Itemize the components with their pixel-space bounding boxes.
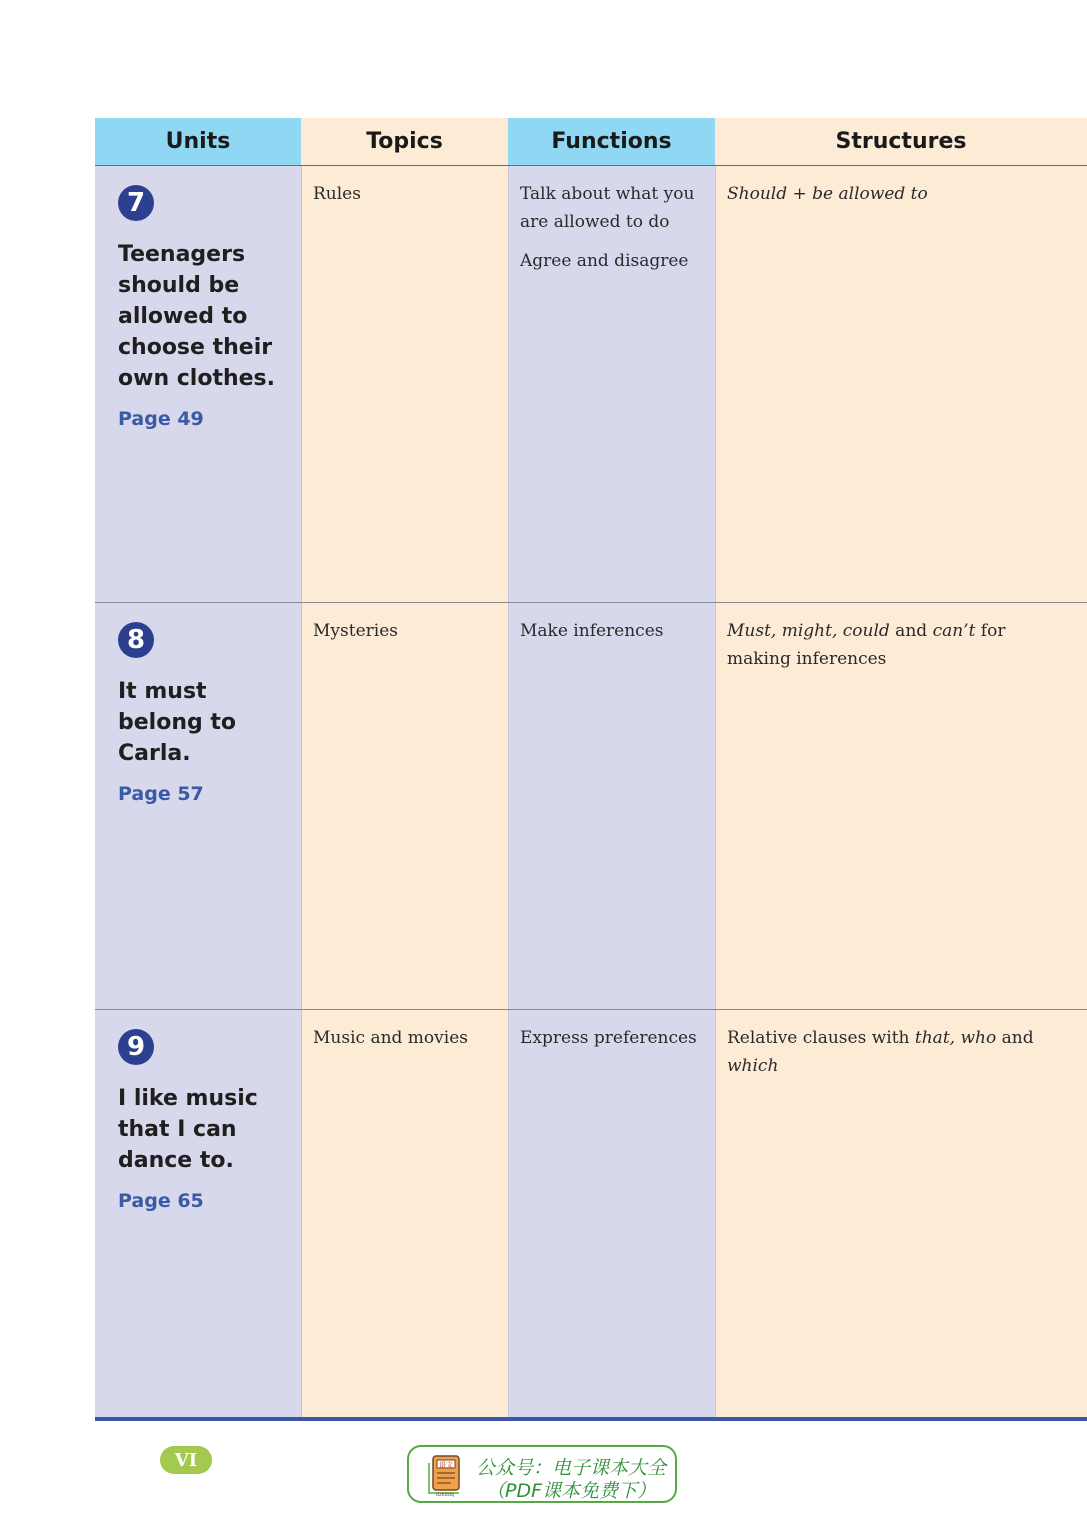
unit-title: I like music that I can dance to.: [118, 1086, 258, 1173]
structure-text: for making inferences: [727, 621, 1006, 669]
structures-column: [715, 166, 1087, 1418]
row-divider: [95, 602, 1087, 603]
topic-cell: Music and movies: [313, 1028, 468, 1048]
structure-italic: Should: [727, 184, 788, 204]
unit-number-badge: 9: [118, 1029, 154, 1065]
table-header: [95, 118, 1087, 166]
unit-page-link[interactable]: Page 49: [118, 408, 204, 430]
row-divider: [95, 1009, 1087, 1010]
stamp-text-line2: （PDF课本免费下）: [485, 1480, 657, 1502]
topic-cell: Mysteries: [313, 621, 398, 641]
structure-italic: be allowed to: [812, 184, 928, 204]
table-bottom-rule: [95, 1417, 1087, 1421]
function-item: Express preferences: [520, 1028, 697, 1048]
unit-cell-8: [118, 622, 288, 805]
unit-number-badge: 8: [118, 622, 154, 658]
unit-cell-9: [118, 1029, 288, 1212]
structure-italic: Must, might, could: [727, 621, 890, 641]
structure-cell: [727, 1024, 1072, 1080]
unit-number-badge: 7: [118, 185, 154, 221]
column-divider: [715, 166, 716, 1418]
functions-cell: [520, 617, 705, 645]
structure-italic: can’t: [932, 621, 976, 641]
unit-page-link[interactable]: Page 57: [118, 783, 204, 805]
structure-text: +: [787, 184, 813, 204]
topics-column: [301, 166, 508, 1418]
topic-cell: Rules: [313, 184, 361, 204]
functions-cell: [520, 180, 705, 275]
unit-title: Teenagers should be allowed to choose their own clothes.: [118, 242, 276, 391]
unit-page-link[interactable]: Page 65: [118, 1190, 204, 1212]
syllabus-table: [95, 118, 1087, 1420]
structure-text: and: [889, 621, 933, 641]
icon-caption: dzkbdq: [435, 1492, 455, 1497]
structure-cell: [727, 617, 1072, 673]
stamp-text-line1: 公众号：电子课本大全: [475, 1457, 666, 1479]
structure-cell: [727, 180, 1072, 208]
book-icon: [425, 1453, 465, 1497]
structure-text: and: [996, 1028, 1034, 1048]
unit-title: It must belong to Carla.: [118, 679, 237, 766]
icon-label: 语文: [439, 1461, 453, 1469]
structure-italic: which: [727, 1056, 779, 1076]
function-item: Talk about what you are allowed to do: [520, 184, 695, 232]
function-item: Make inferences: [520, 621, 664, 641]
header-units: Units: [95, 118, 301, 165]
watermark-stamp: [407, 1445, 677, 1503]
header-structures: Structures: [715, 118, 1087, 165]
page-number-badge: VI: [160, 1446, 212, 1474]
functions-cell: [520, 1024, 705, 1052]
column-divider: [301, 166, 302, 1418]
structure-text: Relative clauses with: [727, 1028, 915, 1048]
structure-italic: that, who: [914, 1028, 997, 1048]
header-topics: Topics: [301, 118, 508, 165]
functions-column: [508, 166, 715, 1418]
column-divider: [508, 166, 509, 1418]
header-functions: Functions: [508, 118, 715, 165]
unit-cell-7: [118, 185, 288, 430]
function-item: Agree and disagree: [520, 251, 689, 271]
